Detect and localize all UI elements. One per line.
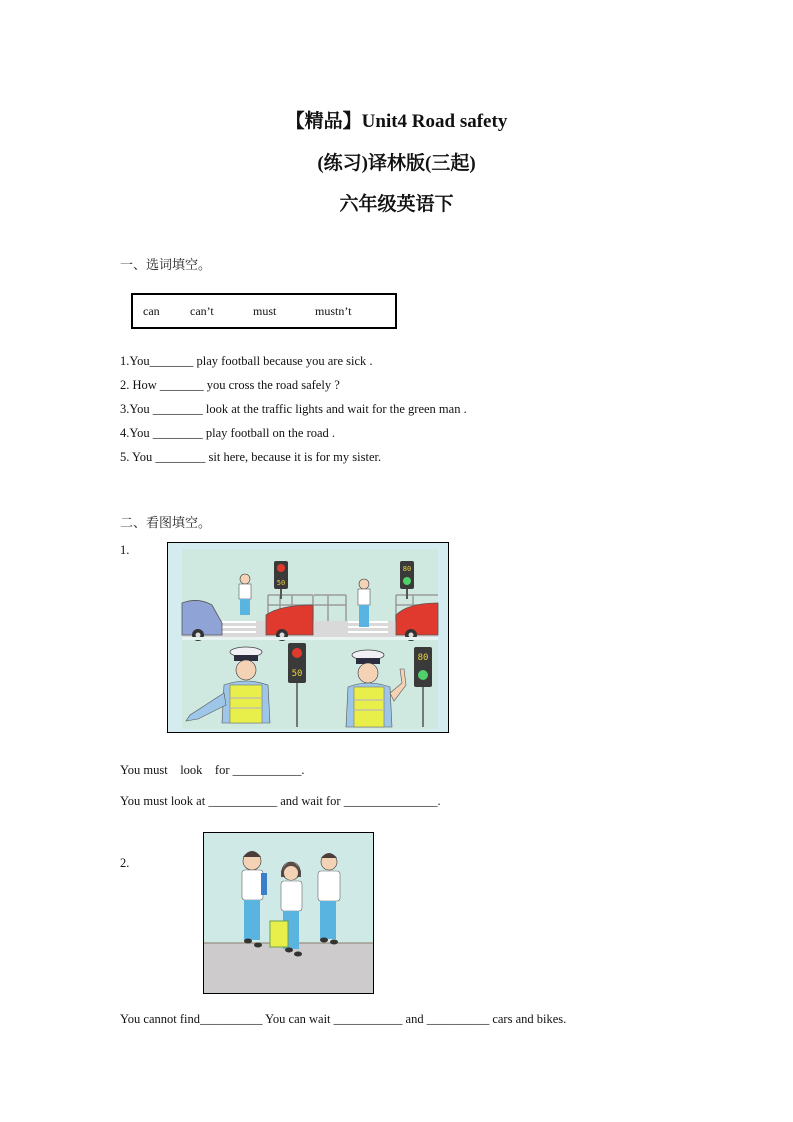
- item-2-sentence-1: You cannot find__________ You can wait ___________ and __________ cars and bikes.: [120, 1012, 567, 1026]
- section1-heading: 一、选词填空。: [120, 257, 212, 272]
- section2-heading: 二、看图填空。: [120, 515, 212, 530]
- question-4: 4.You ________ play football on the road .: [120, 426, 336, 440]
- title-line-1: 【精品】Unit4 Road safety: [285, 111, 508, 132]
- svg-text:80: 80: [402, 565, 412, 573]
- word-bank-item: mustn’t: [315, 304, 352, 318]
- item-1-number: 1.: [120, 543, 130, 557]
- svg-text:50: 50: [291, 669, 303, 679]
- traffic-police-crossing-illustration: [167, 542, 449, 733]
- svg-text:50: 50: [276, 579, 286, 587]
- item-1-sentence-1: You must look for ___________.: [120, 763, 305, 777]
- question-5: 5. You ________ sit here, because it is for my sister.: [120, 450, 382, 464]
- item-2-number: 2.: [120, 856, 130, 870]
- item-1-sentence-2: You must look at ___________ and wait for _______________.: [120, 794, 441, 808]
- title-line-2: (练习)译林版(三起): [317, 153, 476, 174]
- word-bank-box: [131, 293, 397, 329]
- word-bank-item: can: [143, 304, 160, 318]
- three-students-standing-illustration: [203, 832, 374, 994]
- word-bank-item: must: [253, 304, 277, 318]
- question-2: 2. How _______ you cross the road safely ?: [120, 378, 340, 392]
- question-3: 3.You ________ look at the traffic lights and wait for the green man .: [120, 402, 467, 416]
- title-line-3: 六年级英语下: [339, 194, 454, 215]
- word-bank-item: can’t: [190, 304, 214, 318]
- question-1: 1.You_______ play football because you are sick .: [120, 354, 373, 368]
- svg-text:80: 80: [417, 653, 429, 663]
